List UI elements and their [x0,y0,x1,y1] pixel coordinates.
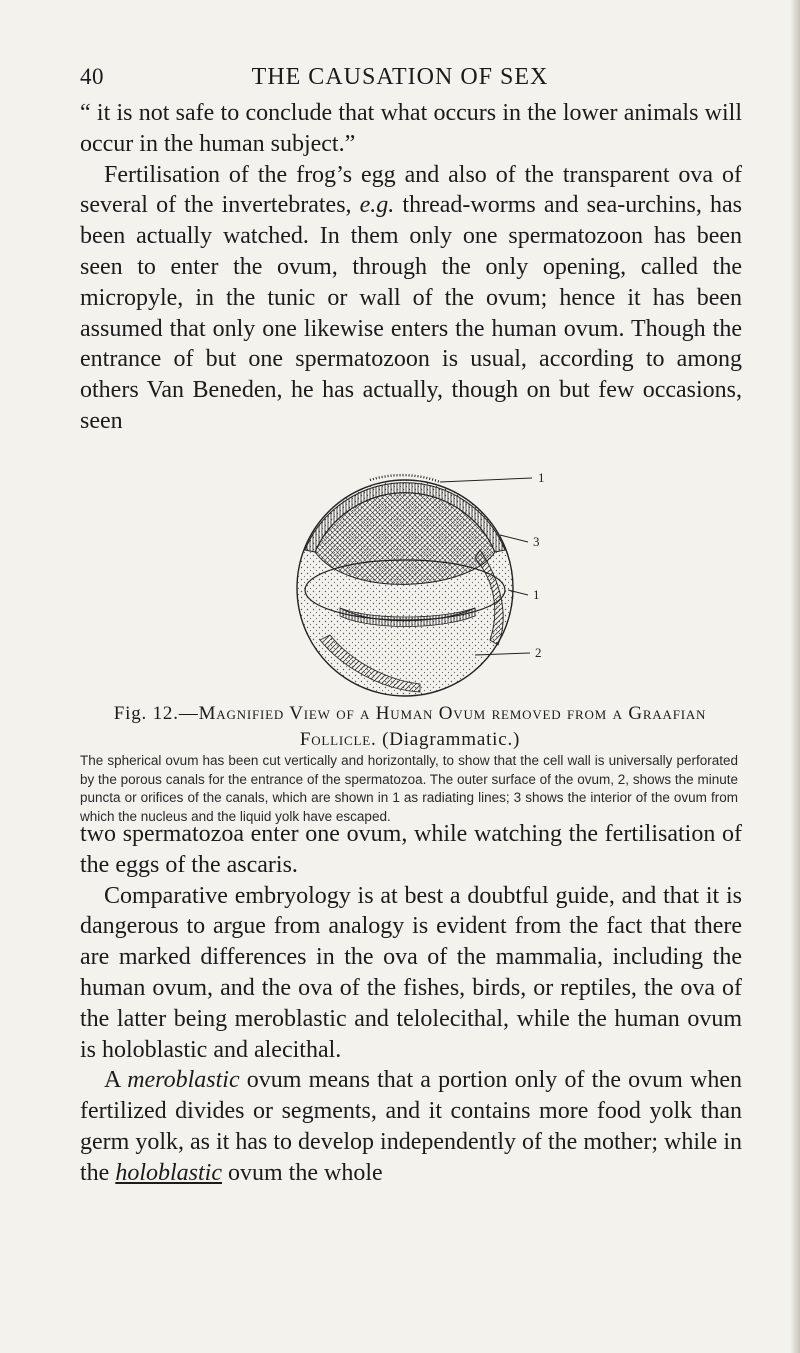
ovum-illustration [270,440,560,700]
figure-label: 1 [538,470,545,485]
figure-title: Magnified View of a Human Ovum removed from a Graafian Follicle. [198,703,707,750]
figure-legend: The spherical ovum has been cut vertically and horizontally, to show that the cell wall is universally perforated by the porous canals for the entrance of the spermatozoa. The outer surface of the ovum, 2, shows the minute puncta or orifices of the canals, which are shown in 1 as radiating lines; 3 shows the interior of the ovum from which the nucleus and the liquid yolk have escaped. [80,753,738,824]
page-edge-shadow [790,0,800,1353]
paragraph-text: Fertilisation of the frog’s egg and also of the transparent ova of several of the invertebrates, [80,161,742,219]
ovum-diagram [270,440,560,700]
body-text-bottom [80,819,742,1189]
ascaris-paragraph: two spermatozoa enter one ovum, while watching the fertilisation of the eggs of the ascaris. [80,821,742,878]
running-head: THE CAUSATION OF SEX [251,64,549,90]
page-number: 40 [80,64,104,89]
body-text-top [80,98,742,437]
paragraph-text: ovum means that a portion only of the ovum when fertilized divides or segments, and it contains more food yolk than germ yolk, as it has to develop independently of the mother; while in the [80,1067,742,1186]
figure-caption [80,701,740,753]
figure-label: 2 [535,645,542,660]
meroblastic-paragraph [80,1065,742,1188]
figure-label: 1 [533,587,540,602]
quote-paragraph: “ it is not safe to conclude that what occurs in the lower animals will occur in the human subject.” [80,100,742,157]
paragraph-text: thread-worms and sea-urchins, has been actually watched. In them only one spermatozoon has been seen to enter the ovum, through the only opening, called the micropyle, in the tunic or wall of the ovum; hence it has been assumed that only one likewise enters the human ovum. Though the entrance of but one spermatozoon is usual, according to among others Van Beneden, he has actually, though on but few occasions, seen [80,192,742,434]
italic-abbreviation: e.g. [359,192,395,219]
italic-term: holoblastic [115,1159,222,1186]
fertilisation-paragraph [80,160,742,437]
caption-dash: — [178,703,199,724]
ovum-sphere [297,475,513,696]
figure-label: 3 [533,534,540,549]
paragraph-text: ovum the whole [222,1159,383,1186]
page-header [80,64,720,94]
italic-term: meroblastic [127,1067,240,1094]
figure-number: Fig. 12. [113,703,179,724]
figure-subtitle: (Diagrammatic.) [376,729,521,750]
paragraph-text: A [104,1067,128,1094]
embryology-paragraph: Comparative embryology is at best a doubtful guide, and that it is dangerous to argue from analogy is evident from the fact that there are marked differences in the ova of the mammalia, including the human ovum, and the ova of the fishes, birds, or reptiles, the ova of the latter being meroblastic and telolecithal, while the human ovum is holoblastic and alecithal. [80,882,742,1063]
